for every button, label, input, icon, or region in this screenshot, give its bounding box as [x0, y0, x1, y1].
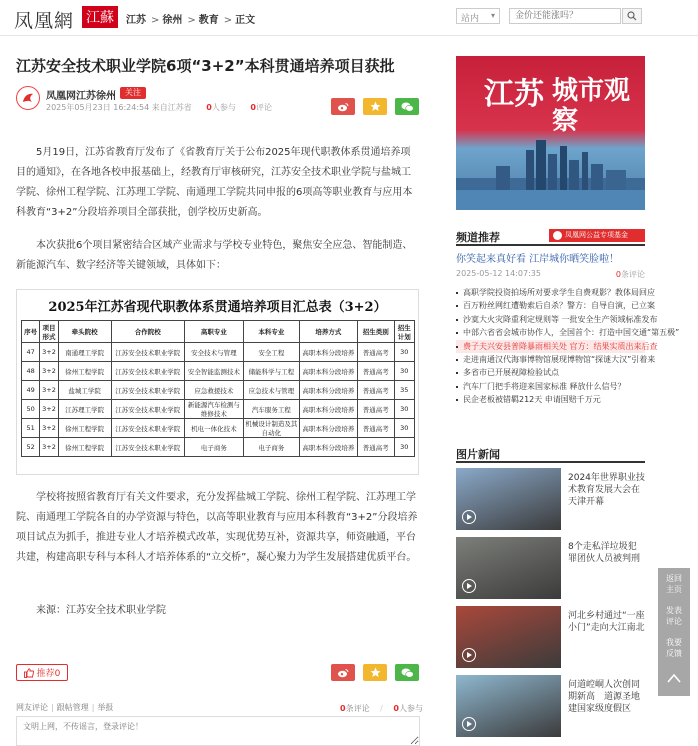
table-cell: 3+2 [40, 362, 58, 381]
table-cell: 50 [22, 400, 40, 419]
comment-management-link[interactable]: 跟帖管理 [56, 703, 89, 712]
table-cell: 新能源汽车检测与维修技术 [184, 400, 243, 419]
table-cell: 3+2 [40, 438, 58, 457]
search-button[interactable] [622, 8, 642, 24]
table-cell: 3+2 [40, 400, 58, 419]
breadcrumb-item-xuzhou[interactable]: 徐州 [162, 15, 183, 26]
photo-caption[interactable]: 8个走私洋垃圾犯罪团伙人员被判刑 [568, 542, 641, 564]
table-cell: 安全智能监测技术 [184, 362, 243, 381]
photo-thumbnail[interactable] [456, 537, 561, 599]
table-cell: 高职本科分段培养 [299, 343, 357, 362]
table-cell: 30 [394, 419, 414, 438]
weibo-icon [337, 102, 349, 112]
banner-ad-strip [456, 210, 645, 222]
news-list-item[interactable]: 沙寞大火灾降重利定规则等 一批安全生产领域标准发布 [456, 313, 645, 326]
table-cell: 电子商务 [243, 438, 299, 457]
comments-link[interactable]: 网友评论 [16, 703, 48, 712]
table-cell: 徐州工程学院 [58, 438, 111, 457]
ifeng-logo[interactable]: 凤凰網 [14, 10, 75, 32]
comment-count-link[interactable]: 0评论 [250, 103, 272, 112]
photo-news-item[interactable] [456, 537, 645, 599]
channel-badge[interactable]: 江蘇 [82, 6, 118, 28]
table-cell: 高职本科分段培养 [299, 419, 357, 438]
news-list-item[interactable]: 汽车厂门把手将迎来国家标准 释放什么信号？ [456, 380, 645, 393]
news-list-item[interactable]: 民企老板被错羁212天 申请国赔千万元 [456, 393, 645, 406]
table-cell: 江苏安全技术职业学院 [111, 381, 184, 400]
table-cell: 30 [394, 438, 414, 457]
table-cell: 高职本科分段培养 [299, 381, 357, 400]
publish-date: 2025年05月23日 16:24:54 来自江苏省 [46, 103, 192, 112]
table-cell: 49 [22, 381, 40, 400]
feedback-button[interactable]: 我要反馈 [658, 632, 690, 664]
featured-news-link[interactable]: 你笑起来真好看 江岸城你晒笑脸啦！ [456, 254, 620, 265]
share-wechat-button[interactable] [395, 98, 419, 115]
recommend-button[interactable]: 推荐0 [16, 664, 68, 681]
table-cell: 江苏安全技术职业学院 [111, 362, 184, 381]
section-divider [456, 461, 645, 463]
banner-title-city: 城市观察 [552, 76, 631, 136]
news-list [456, 286, 680, 407]
photo-caption[interactable]: 问道崆峒人次创同期新高 道源圣地建国家级度假区 [568, 680, 641, 714]
breadcrumb-item-education[interactable]: 教育 [198, 15, 219, 26]
section-title-photos: 图片新闻 [456, 448, 500, 461]
table-cell: 普通高考 [357, 362, 394, 381]
table-row [22, 400, 415, 419]
featured-news-meta: 2025-05-12 14:07:35 0条评论 [456, 269, 645, 279]
star-icon [370, 101, 381, 112]
table-title: 2025年江苏省现代职教体系贯通培养项目汇总表（3+2） [48, 300, 387, 315]
city-skyline-illustration [456, 140, 645, 210]
table-cell: 徐州工程学院 [58, 419, 111, 438]
photo-thumbnail[interactable] [456, 468, 561, 530]
follow-button[interactable]: 关注 [120, 87, 146, 99]
table-cell: 江苏安全技术职业学院 [111, 400, 184, 419]
table-row [22, 419, 415, 438]
charity-fund-tag[interactable]: 凤凰网公益专项基金 [549, 229, 645, 242]
news-list-item[interactable]: 多省市已开展视障检验试点 [456, 366, 645, 379]
table-cell: 机电一体化技术 [184, 419, 243, 438]
search-scope-select[interactable]: 站内 ▾ [456, 8, 500, 24]
breadcrumb-item-article: 正文 [235, 15, 256, 26]
share-bar-top [331, 98, 419, 115]
post-comment-button[interactable]: 发表评论 [658, 600, 690, 632]
author-name[interactable]: 凤凰网江苏徐州 [46, 91, 116, 102]
table-cell: 高职本科分段培养 [299, 400, 357, 419]
news-list-item[interactable]: 中部六省省会城市协作人，全国首个：打造中国交通“第五极” [456, 326, 645, 339]
author-avatar[interactable] [16, 86, 40, 110]
share-weibo-button[interactable] [331, 98, 355, 115]
table-cell: 普通高考 [357, 419, 394, 438]
table-cell: 48 [22, 362, 40, 381]
chevron-up-icon [666, 672, 682, 684]
table-cell: 江苏安全技术职业学院 [111, 343, 184, 362]
table-cell: 30 [394, 362, 414, 381]
share-bar-bottom [331, 664, 419, 681]
photo-thumbnail[interactable] [456, 675, 561, 737]
article-title: 江苏安全技术职业学院6项“3+2”本科贯通培养项目获批 [16, 57, 395, 75]
table-cell: 普通高考 [357, 381, 394, 400]
banner-title-province: 江苏 [484, 77, 544, 112]
photo-news-item[interactable] [456, 675, 645, 737]
table-row [22, 343, 415, 362]
table-cell: 52 [22, 438, 40, 457]
table-cell: 徐州工程学院 [58, 362, 111, 381]
table-cell: 江苏安全技术职业学院 [111, 419, 184, 438]
table-cell: 高职本科分段培养 [299, 438, 357, 457]
table-cell: 储能科学与工程 [243, 362, 299, 381]
table-cell: 江苏理工学院 [58, 400, 111, 419]
photo-caption[interactable]: 2024年世界职业技术教育发展大会在天津开幕 [568, 473, 645, 507]
photo-news-item[interactable] [456, 606, 645, 668]
table-cell: 应急救援技术 [184, 381, 243, 400]
table-cell: 电子商务 [184, 438, 243, 457]
photo-thumbnail[interactable] [456, 606, 561, 668]
comment-input[interactable] [16, 716, 420, 746]
comment-links: 网友评论 | 跟帖管理 | 举报 [16, 703, 114, 712]
favorite-button[interactable] [363, 664, 387, 681]
article-source: 来源：江苏安全技术职业学院 [36, 605, 166, 616]
table-header-row: 序号 项目形式 牵头院校 合作院校 高职专业 本科专业 培养方式 招生类别 招生计划 [22, 321, 415, 343]
table-cell: 30 [394, 400, 414, 419]
table-cell: 安全技术与管理 [184, 343, 243, 362]
table-cell: 应急技术与管理 [243, 381, 299, 400]
table-cell: 47 [22, 343, 40, 362]
weibo-icon [337, 668, 349, 678]
table-cell: 南通理工学院 [58, 343, 111, 362]
table-cell: 安全工程 [243, 343, 299, 362]
table-cell: 30 [394, 343, 414, 362]
news-list-item[interactable]: 百万粉丝网红遭勒索后自杀？警方：自导自演，已立案 [456, 299, 645, 312]
table-row [22, 381, 415, 400]
program-table [21, 320, 415, 457]
article-meta: 2025年05月23日 16:24:54 来自江苏省 0人参与 0评论 [46, 103, 272, 112]
play-icon [462, 579, 476, 593]
table-cell: 汽车服务工程 [243, 400, 299, 419]
city-observation-banner[interactable] [456, 56, 645, 210]
favorite-button[interactable] [363, 98, 387, 115]
chevron-down-icon: ▾ [490, 11, 495, 20]
site-header [0, 0, 698, 36]
table-cell: 3+2 [40, 343, 58, 362]
star-icon [370, 667, 381, 678]
news-list-item[interactable]: 高职学院投资拍场所对要求学生自费观影？教体局回应 [456, 286, 645, 299]
photo-news-item[interactable] [456, 468, 645, 530]
comment-stats: 0条评论 / 0人参与 [340, 704, 423, 713]
article-paragraph: 5月19日，江苏省教育厅发布了《省教育厅关于公布2025年现代职教体系贯通培养项目的通知》，在各地各校申报基础上，经教育厅审核研究，江苏安全技术职业学院与盐城工学院、徐州工程学院、江苏理工学院、南通理工学院共同申报的6项高等职业教育与应用本科教育“3+2”分段培养项目全部获批，创学校历史新高。 [16, 147, 413, 218]
table-cell: 35 [394, 381, 414, 400]
wechat-icon [401, 102, 414, 112]
table-cell: 盐城工学院 [58, 381, 111, 400]
table-cell: 普通高考 [357, 343, 394, 362]
table-row [22, 438, 415, 457]
report-link[interactable]: 举报 [97, 703, 114, 712]
wechat-icon [401, 668, 414, 678]
play-icon [462, 510, 476, 524]
table-cell: 3+2 [40, 381, 58, 400]
section-divider [456, 244, 645, 246]
share-wechat-button[interactable] [395, 664, 419, 681]
program-table-image [16, 289, 419, 475]
share-weibo-button[interactable] [331, 664, 355, 681]
breadcrumb: 江苏 > 徐州 > 教育 > 正文 [126, 15, 256, 26]
table-row [22, 362, 415, 381]
news-list-item[interactable]: 走进南通汉代海事博物馆展现博物馆“探谜大汉”引着来 [456, 353, 645, 366]
thumbs-up-icon [24, 668, 34, 678]
table-cell: 51 [22, 419, 40, 438]
back-to-top-button[interactable] [658, 664, 690, 696]
play-icon [462, 648, 476, 662]
table-cell: 普通高考 [357, 400, 394, 419]
heart-icon [553, 231, 562, 240]
news-list-item[interactable]: 费子夫兴安县普降暴雨相关处 官方：结果实质出来后查 [456, 340, 645, 353]
back-home-button[interactable]: 返回主页 [658, 568, 690, 600]
search-input[interactable] [509, 8, 621, 24]
search-icon [627, 11, 637, 21]
play-icon [462, 717, 476, 731]
ifeng-phoenix-icon [20, 90, 36, 106]
section-title-recommend: 频道推荐 [456, 231, 500, 244]
table-cell: 高职本科分段培养 [299, 362, 357, 381]
table-cell: 普通高考 [357, 438, 394, 457]
breadcrumb-item-jiangsu[interactable]: 江苏 [126, 15, 146, 26]
table-cell: 机械设计制造及其自动化 [245, 420, 298, 437]
table-cell: 3+2 [40, 419, 58, 438]
table-cell: 江苏安全技术职业学院 [111, 438, 184, 457]
article-paragraph: 学校将按照省教育厅有关文件要求，充分发挥盐城工学院、徐州工程学院、江苏理工学院、南通理工学院各自的办学资源与特色，以高等职业教育与应用本科教育“3+2”分段培养项目试点为抓手，推进专业人才培养模式改革，实现优势互补，资源共享，师资融通，平台共建，构建高职专科与本科人才培养体系的“立交桥”，凝心聚力为学生发展搭建优质平台。 [16, 492, 418, 563]
photo-caption[interactable]: 河北乡村通过“一座小门”走向大江南北 [568, 611, 645, 633]
article-paragraph: 本次获批6个项目紧密结合区域产业需求与学校专业特色，聚焦安全应急、智能制造、新能源汽车、数字经济等关键领域，具体如下： [16, 240, 413, 271]
